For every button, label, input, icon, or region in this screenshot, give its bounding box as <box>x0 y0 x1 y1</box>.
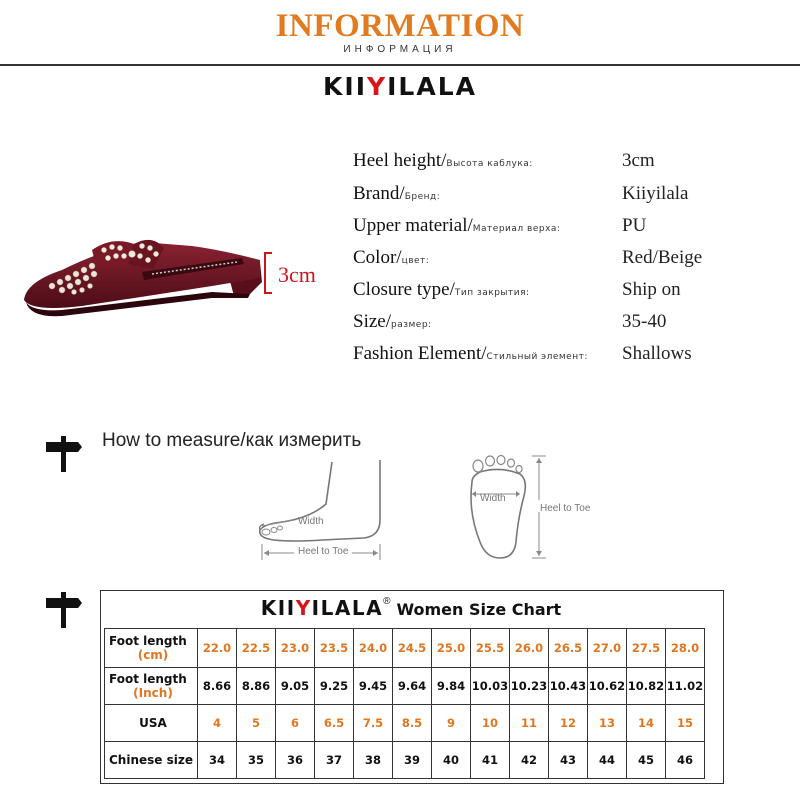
size-cell: 39 <box>393 742 432 779</box>
size-cell: 40 <box>432 742 471 779</box>
row-header <box>105 705 198 742</box>
registered-mark: ® <box>383 596 391 607</box>
size-cell: 46 <box>666 742 705 779</box>
spec-value: 3cm <box>622 150 655 171</box>
chart-brand-part: KII <box>260 596 296 620</box>
spec-label <box>353 247 429 269</box>
spec-label-en: Heel height/ <box>353 150 447 171</box>
chart-brand-accent: Y <box>295 596 312 620</box>
spec-label-ru: Материал верха: <box>472 224 561 234</box>
spec-label-ru: Бренд: <box>404 192 441 202</box>
row-header <box>105 629 198 668</box>
size-chart-brand <box>261 596 383 620</box>
size-cell: 45 <box>627 742 666 779</box>
table-row <box>105 629 705 668</box>
size-cell: 22.0 <box>198 629 237 668</box>
row-header-label: USA <box>139 716 167 730</box>
size-cell: 4 <box>198 705 237 742</box>
size-cell: 10.82 <box>627 668 666 705</box>
row-header <box>105 668 198 705</box>
size-cell: 11.02 <box>666 668 705 705</box>
brand-logo-accent: Y <box>367 72 388 101</box>
spec-label-ru: Тип закрытия: <box>454 288 530 298</box>
spec-label-en: Size/ <box>353 311 391 332</box>
size-chart-title <box>100 596 722 621</box>
spec-label-ru: Стильный элемент: <box>486 352 588 362</box>
size-cell: 10.23 <box>510 668 549 705</box>
spec-value: Ship on <box>622 279 681 300</box>
row-header-label: Foot length <box>109 634 187 648</box>
spec-label-en: Closure type/ <box>353 279 455 300</box>
size-cell: 9.45 <box>354 668 393 705</box>
size-cell: 22.5 <box>237 629 276 668</box>
spec-value: Shallows <box>622 343 692 364</box>
spec-value: Red/Beige <box>622 247 703 268</box>
size-cell: 9.64 <box>393 668 432 705</box>
table-row <box>105 742 705 779</box>
size-cell: 28.0 <box>666 629 705 668</box>
row-header-label: Foot length <box>109 672 187 686</box>
spec-value: 35-40 <box>622 311 667 332</box>
size-cell: 34 <box>198 742 237 779</box>
size-cell: 25.5 <box>471 629 510 668</box>
chart-brand-part: ILALA <box>311 596 384 620</box>
spec-label-en: Brand/ <box>353 183 405 204</box>
size-cell: 8.86 <box>237 668 276 705</box>
size-cell: 12 <box>549 705 588 742</box>
size-cell: 41 <box>471 742 510 779</box>
size-cell: 8.66 <box>198 668 237 705</box>
signpost-icon <box>44 592 84 628</box>
heel-height-marker <box>264 252 274 294</box>
size-cell: 27.0 <box>588 629 627 668</box>
size-cell: 9.25 <box>315 668 354 705</box>
spec-label <box>353 183 440 205</box>
width-label-top: Width <box>480 493 506 504</box>
size-cell: 11 <box>510 705 549 742</box>
size-cell: 36 <box>276 742 315 779</box>
spec-label <box>353 150 533 172</box>
size-cell: 10.03 <box>471 668 510 705</box>
size-cell: 37 <box>315 742 354 779</box>
size-cell: 27.5 <box>627 629 666 668</box>
size-cell: 23.0 <box>276 629 315 668</box>
size-cell: 23.5 <box>315 629 354 668</box>
table-row <box>105 668 705 705</box>
page-subtitle: ИНФОРМАЦИЯ <box>343 44 457 55</box>
brand-logo-part: KII <box>323 72 367 101</box>
size-cell: 14 <box>627 705 666 742</box>
size-chart-table <box>104 628 705 779</box>
size-cell: 24.5 <box>393 629 432 668</box>
size-cell: 7.5 <box>354 705 393 742</box>
spec-value: Kiiyilala <box>622 183 689 204</box>
size-cell: 5 <box>237 705 276 742</box>
size-cell: 8.5 <box>393 705 432 742</box>
size-cell: 26.0 <box>510 629 549 668</box>
width-label: Width <box>298 516 324 527</box>
spec-label-ru: цвет: <box>401 256 430 266</box>
size-cell: 10.62 <box>588 668 627 705</box>
row-header-unit: (cm) <box>137 648 169 662</box>
size-cell: 24.0 <box>354 629 393 668</box>
brand-logo-part: ILALA <box>387 72 477 101</box>
size-cell: 15 <box>666 705 705 742</box>
header-divider <box>0 64 800 66</box>
spec-label-ru: размер: <box>391 320 432 330</box>
brand-logo <box>0 72 800 101</box>
row-header-label: Chinese size <box>109 753 193 767</box>
size-cell: 9.84 <box>432 668 471 705</box>
size-cell: 6.5 <box>315 705 354 742</box>
size-cell: 9 <box>432 705 471 742</box>
spec-label <box>353 311 432 333</box>
spec-value: PU <box>622 215 647 236</box>
row-header-unit: (Inch) <box>133 686 173 700</box>
row-header <box>105 742 198 779</box>
spec-label-ru: Высота каблука: <box>446 159 533 169</box>
heel-to-toe-label-top: Heel to Toe <box>540 503 591 514</box>
spec-label-en: Color/ <box>353 247 402 268</box>
size-chart-heading: Women Size Chart <box>396 600 562 619</box>
heel-to-toe-label: Heel to Toe <box>298 546 349 557</box>
size-cell: 42 <box>510 742 549 779</box>
size-cell: 43 <box>549 742 588 779</box>
size-cell: 38 <box>354 742 393 779</box>
size-cell: 26.5 <box>549 629 588 668</box>
spec-label <box>353 279 530 301</box>
size-cell: 6 <box>276 705 315 742</box>
shoe-image <box>22 220 272 320</box>
heel-height-label: 3cm <box>278 262 316 287</box>
size-cell: 35 <box>237 742 276 779</box>
spec-label <box>353 215 560 237</box>
size-cell: 9.05 <box>276 668 315 705</box>
spec-label-en: Fashion Element/ <box>353 343 487 364</box>
spec-label-en: Upper material/ <box>353 215 473 236</box>
size-cell: 10 <box>471 705 510 742</box>
measure-title: How to measure/как измерить <box>102 430 362 451</box>
size-cell: 13 <box>588 705 627 742</box>
size-cell: 44 <box>588 742 627 779</box>
size-cell: 10.43 <box>549 668 588 705</box>
page-title: INFORMATION <box>275 8 525 44</box>
signpost-icon <box>44 436 84 472</box>
table-row <box>105 705 705 742</box>
spec-label <box>353 343 588 365</box>
size-cell: 25.0 <box>432 629 471 668</box>
